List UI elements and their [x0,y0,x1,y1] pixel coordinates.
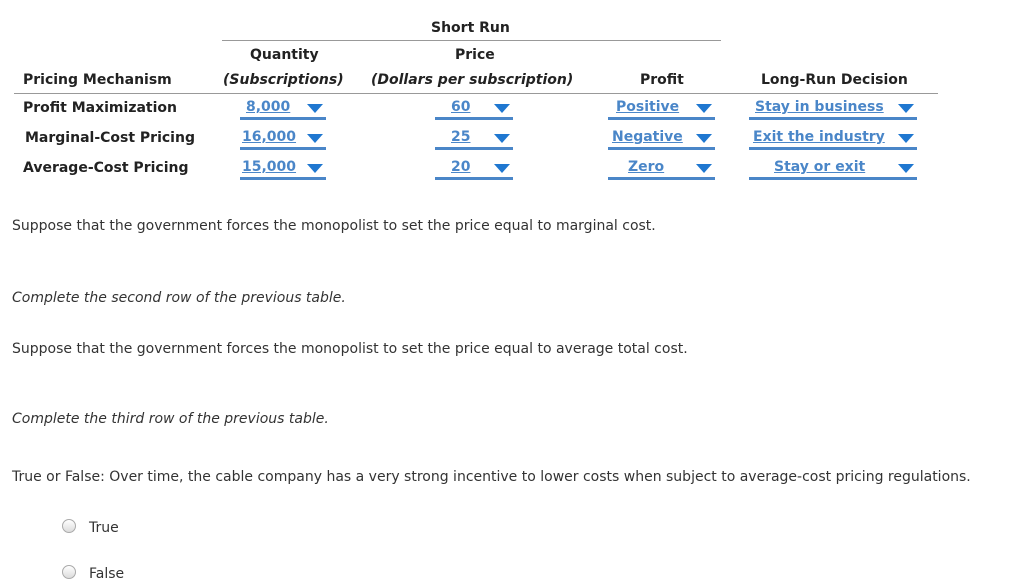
false-label: False [89,566,125,582]
price-dropdown-row2[interactable] [435,128,513,150]
short-run-rule [222,40,721,41]
profit-dropdown-row1[interactable] [608,98,715,120]
dropdown-arrow-icon [307,164,323,173]
pricing-mechanism-header: Pricing Mechanism [23,72,172,88]
long-run-decision-header: Long-Run Decision [761,72,908,88]
price-dropdown-row3[interactable] [435,158,513,180]
quantity-value: 16,000 [242,129,297,145]
decision-dropdown-row2[interactable] [749,128,917,150]
quantity-units-header: (Subscriptions) [223,72,344,88]
table-header-rule [14,93,938,94]
dropdown-arrow-icon [898,134,914,143]
true-label: True [89,520,119,536]
instruction-complete-third-row: Complete the third row of the previous table. [12,411,329,427]
dropdown-arrow-icon [494,164,510,173]
decision-value: Stay or exit [774,159,866,175]
decision-value: Exit the industry [753,129,885,145]
dropdown-arrow-icon [696,164,712,173]
row-label-profit-maximization: Profit Maximization [23,100,177,116]
dropdown-arrow-icon [494,104,510,113]
dropdown-arrow-icon [307,104,323,113]
profit-header: Profit [640,72,684,88]
instruction-average-total-cost: Suppose that the government forces the monopolist to set the price equal to average total cost. [12,341,688,357]
profit-value: Negative [612,129,683,145]
profit-value: Zero [628,159,665,175]
dropdown-arrow-icon [696,134,712,143]
dropdown-arrow-icon [494,134,510,143]
instruction-marginal-cost: Suppose that the government forces the monopolist to set the price equal to marginal cost. [12,218,656,234]
true-false-question: True or False: Over time, the cable company has a very strong incentive to lower costs when subject to average-cost pricing regulations. [12,469,971,485]
price-value: 20 [451,159,471,175]
decision-dropdown-row3[interactable] [749,158,917,180]
price-dropdown-row1[interactable] [435,98,513,120]
quantity-header: Quantity [250,47,319,63]
decision-dropdown-row1[interactable] [749,98,917,120]
dropdown-arrow-icon [898,164,914,173]
dropdown-arrow-icon [898,104,914,113]
short-run-header: Short Run [431,20,510,36]
row-label-average-cost-pricing: Average-Cost Pricing [23,160,189,176]
price-header: Price [455,47,495,63]
true-radio[interactable] [62,519,76,533]
price-value: 25 [451,129,471,145]
quantity-value: 15,000 [242,159,297,175]
profit-dropdown-row2[interactable] [608,128,715,150]
profit-value: Positive [616,99,680,115]
dropdown-arrow-icon [696,104,712,113]
instruction-complete-second-row: Complete the second row of the previous table. [12,290,346,306]
quantity-dropdown-row3[interactable] [240,158,326,180]
quantity-dropdown-row1[interactable] [240,98,326,120]
profit-dropdown-row3[interactable] [608,158,715,180]
price-units-header: (Dollars per subscription) [371,72,574,88]
false-radio[interactable] [62,565,76,579]
dropdown-arrow-icon [307,134,323,143]
row-label-marginal-cost-pricing: Marginal-Cost Pricing [25,130,195,146]
quantity-value: 8,000 [246,99,291,115]
decision-value: Stay in business [755,99,884,115]
quantity-dropdown-row2[interactable] [240,128,326,150]
price-value: 60 [451,99,471,115]
